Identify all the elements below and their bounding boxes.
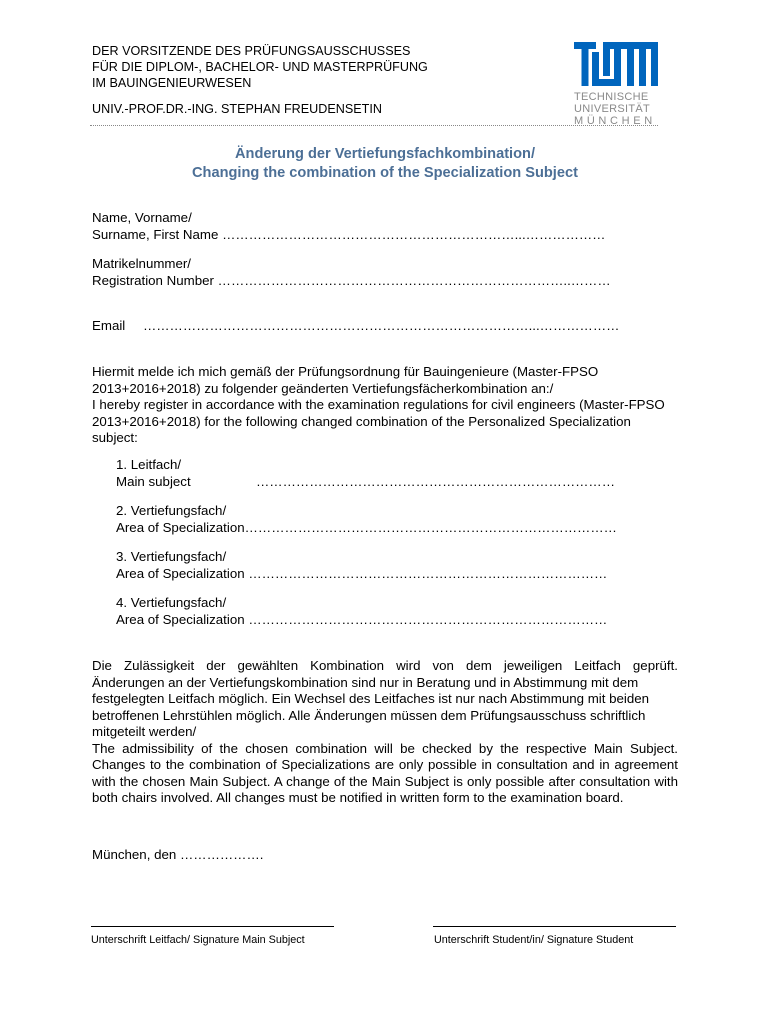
- item-3-fill-line[interactable]: ………………………………………………………………………: [248, 565, 608, 581]
- email-field[interactable]: [92, 318, 619, 335]
- header-line-3: IM BAUINGENIEURWESEN: [92, 76, 252, 90]
- registration-fill-line[interactable]: ……………………………………………………………………..………: [217, 272, 611, 288]
- main-subject-field[interactable]: [116, 457, 615, 490]
- date-fill-line[interactable]: ……………….: [179, 847, 264, 862]
- item-3-label-en: Area of Specialization: [116, 565, 245, 581]
- registration-field[interactable]: [92, 256, 611, 289]
- email-label: Email: [92, 318, 126, 333]
- specialization-3-field[interactable]: [116, 549, 607, 582]
- chair-name: UNIV.-PROF.DR.-ING. STEPHAN FREUDENSETIN: [92, 102, 382, 116]
- name-fill-line[interactable]: …………………………………………………………...………………: [222, 226, 606, 242]
- name-field[interactable]: [92, 210, 605, 243]
- item-4-label-de: 4. Vertiefungsfach/: [116, 595, 227, 610]
- date-field[interactable]: [92, 847, 263, 864]
- specialization-4-field[interactable]: [116, 595, 607, 628]
- header-line-2: FÜR DIE DIPLOM-, BACHELOR- UND MASTERPRÜFUNG: [92, 60, 428, 74]
- signature-label-main-subject: Unterschrift Leitfach/ Signature Main Subject: [91, 934, 305, 946]
- item-1-label-en: Main subject: [116, 473, 191, 489]
- registration-label-en: Registration Number: [92, 272, 214, 288]
- header-line-1: DER VORSITZENDE DES PRÜFUNGSAUSSCHUSSES: [92, 44, 411, 58]
- signature-line-student[interactable]: [433, 926, 676, 927]
- registration-label-de: Matrikelnummer/: [92, 256, 192, 271]
- item-4-label-en: Area of Specialization: [116, 611, 245, 627]
- item-1-label-de: 1. Leitfach/: [116, 457, 182, 472]
- item-2-label-en: Area of Specialization: [116, 519, 245, 535]
- form-title-en: Changing the combination of the Specialization Subject: [192, 165, 578, 181]
- tum-logo: [574, 42, 658, 127]
- notice-en: The admissibility of the chosen combination will be checked by the respective Main Subject. Changes to the combination of Specializations are only possible in consultation and in agreement with the chosen Main Subject. A change of the Main Subject is only possible after consultation with both chairs involved. All changes must be notified in written form to the examination board.: [92, 740, 678, 805]
- notice-de-2: Änderungen an der Vertiefungskombination sind nur in Beratung und in Abstimmung mit dem festgelegten Leitfach möglich. Ein Wechsel des Leitfaches ist nur nach Abstimmung mit beiden betroffenen Lehrstühlen möglich. Alle Änderungen müssen dem Prüfungsausschuss schriftlich mitgeteilt werden/: [92, 674, 650, 739]
- name-label-de: Name, Vorname/: [92, 210, 192, 225]
- name-label-en: Surname, First Name: [92, 226, 219, 242]
- intro-en: I hereby register in accordance with the examination regulations for civil engineers (Master-FPSO 2013+2016+2018) for the following changed combination of the Personalized Specialization subject:: [92, 397, 665, 445]
- item-2-label-de: 2. Vertiefungsfach/: [116, 503, 227, 518]
- email-fill-line[interactable]: ……………………………………………………………………………...………………: [142, 318, 620, 333]
- logo-line-3: M Ü N C H E N: [574, 115, 653, 127]
- item-2-fill-line[interactable]: …………………………………………………………………………: [244, 519, 617, 535]
- signature-line-main-subject[interactable]: [91, 926, 334, 927]
- logo-line-2: UNIVERSITÄT: [574, 103, 651, 115]
- intro-paragraph: [92, 364, 672, 447]
- item-4-fill-line[interactable]: ………………………………………………………………………: [248, 611, 608, 627]
- date-label: München, den: [92, 847, 177, 862]
- intro-de: Hiermit melde ich mich gemäß der Prüfungsordnung für Bauingenieure (Master-FPSO 2013+2016+2018) zu folgender geänderten Vertiefungsfächerkombination an:/: [92, 364, 599, 396]
- item-1-fill-line[interactable]: ………………………………………………………………………: [256, 473, 616, 489]
- logo-line-1: TECHNISCHE: [574, 91, 649, 103]
- tum-logo-mark: [574, 42, 658, 86]
- notice-de-1: Die Zulässigkeit der gewählten Kombination wird von dem jeweiligen Leitfach geprüft.: [92, 658, 678, 673]
- signature-label-student: Unterschrift Student/in/ Signature Student: [434, 934, 634, 946]
- tum-logo-caption: [574, 91, 658, 127]
- chair-header: [92, 43, 428, 91]
- header-divider: [90, 125, 658, 126]
- item-3-label-de: 3. Vertiefungsfach/: [116, 549, 227, 564]
- specialization-2-field[interactable]: [116, 503, 617, 536]
- form-title: [0, 145, 770, 183]
- form-title-de: Änderung der Vertiefungsfachkombination/: [234, 146, 535, 162]
- notice-paragraph: [92, 658, 678, 807]
